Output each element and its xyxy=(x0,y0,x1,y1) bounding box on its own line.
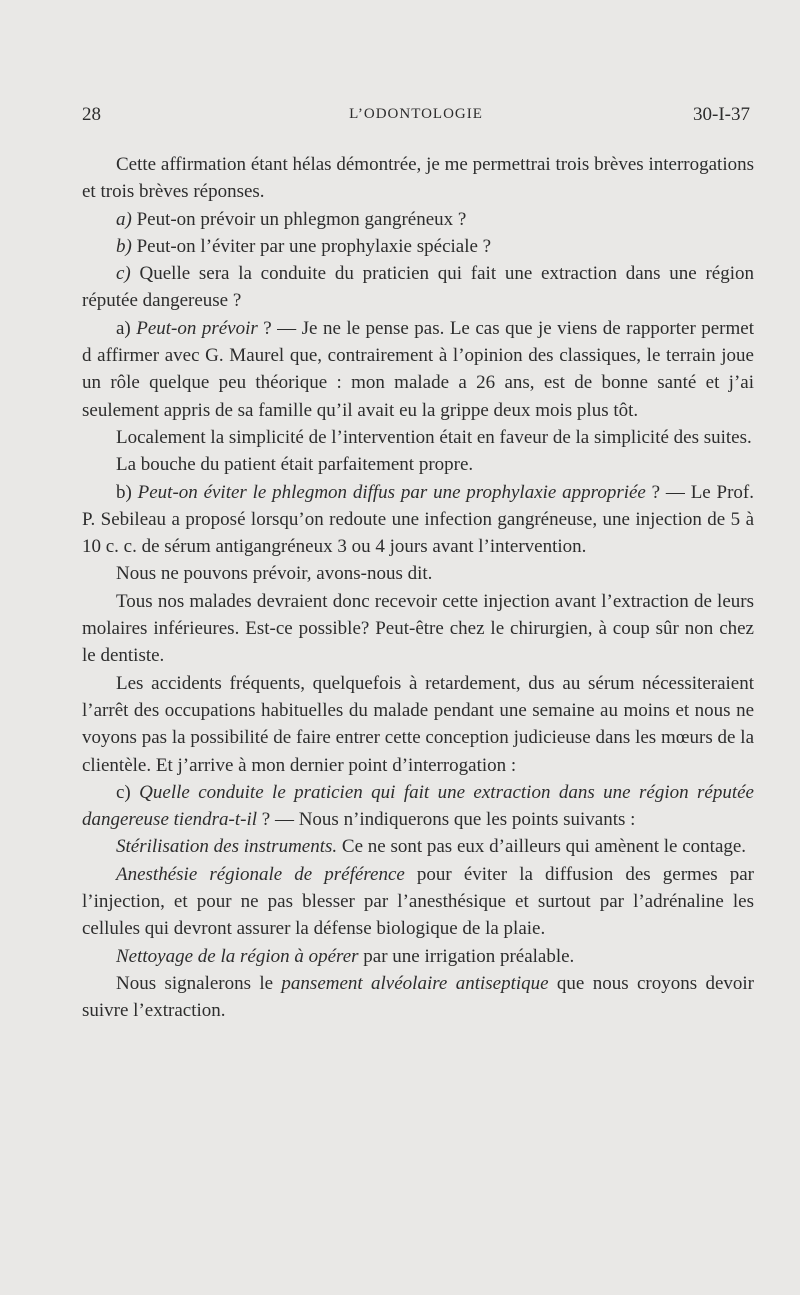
text-segment: c) xyxy=(116,781,140,803)
text-segment: que nous croyons devoir suivre l’extraction. xyxy=(82,972,754,1022)
paragraph xyxy=(82,315,754,424)
paragraph xyxy=(82,943,754,970)
text-segment: Peut-on prévoir un phlegmon gangréneux ? xyxy=(131,208,467,230)
text-segment: Les accidents fréquents, quelquefois à retardement, dus au sérum nécessiteraient l’arrêt des occupations habituelles du malade pendant une semaine au moins et nous ne voyons pas la possibilité de faire entrer cette conception judicieuse dans les mœurs de la clientèle. Et j’arrive à mon dernier point d’interrogation : xyxy=(82,672,754,776)
text-segment: Cette affirmation étant hélas démontrée, je me permettrai trois brèves interrogations et trois brèves réponses. xyxy=(82,154,754,203)
text-segment: pour éviter la diffusion des germes par l’injection, et pour ne pas blesser par l’anesthésique et surtout par l’adrénaline les cellules qui devront assurer la défense biologique de la plaie. xyxy=(82,863,755,940)
italic-text: Stérilisation des instruments. xyxy=(116,836,338,858)
text-segment: ? — Le Prof. P. Sebileau a proposé lorsqu’on redoute une infection gangréneuse, une injection de 5 à 10 c. c. de sérum antigangréneux 3 ou 4 jours avant l’intervention. xyxy=(82,481,755,558)
italic-text: Anesthésie régionale de préférence xyxy=(116,863,405,885)
paragraph xyxy=(82,970,754,1025)
italic-text: Quelle conduite le praticien qui fait une extraction dans une région réputée dangereuse tiendra-t-il xyxy=(82,781,754,831)
paragraph xyxy=(82,151,754,206)
journal-title: L’ODONTOLOGIE xyxy=(349,106,483,122)
paragraph xyxy=(82,779,754,834)
paragraph xyxy=(82,670,754,779)
italic-text: Peut-on éviter le phlegmon diffus par une prophylaxie appropriée xyxy=(137,481,646,503)
italic-text: pansement alvéolaire antiseptique xyxy=(281,972,549,994)
italic-text: a) xyxy=(116,208,132,230)
text-segment: Localement la simplicité de l’intervention était en faveur de la simplicité des suites. xyxy=(116,426,752,448)
text-segment: Peut-on l’éviter par une prophylaxie spéciale ? xyxy=(131,235,492,257)
paragraph xyxy=(82,206,754,233)
italic-text: c) xyxy=(116,263,131,285)
italic-text: Peut-on prévoir xyxy=(136,317,258,339)
article-body xyxy=(82,151,754,1025)
text-segment: b) xyxy=(116,481,138,503)
text-segment: Tous nos malades devraient donc recevoir cette injection avant l’extraction de leurs molaires inférieures. Est-ce possible? Peut-être chez le chirurgien, à coup sûr non chez le dentiste. xyxy=(82,590,754,667)
text-segment: Nous signalerons le xyxy=(116,972,282,994)
paragraph xyxy=(82,233,754,260)
text-segment: Ce ne sont pas eux d’ailleurs qui amènent le contage. xyxy=(337,836,747,858)
text-segment: La bouche du patient était parfaitement propre. xyxy=(116,454,474,476)
text-segment: Nous ne pouvons prévoir, avons-nous dit. xyxy=(116,563,433,585)
paragraph xyxy=(82,424,754,451)
page-number: 28 xyxy=(82,104,101,125)
paragraph xyxy=(82,479,754,561)
running-header xyxy=(82,104,750,132)
italic-text: b) xyxy=(116,235,132,257)
italic-text: Nettoyage de la région à opérer xyxy=(116,945,359,967)
text-segment: ? — Nous n’indiquerons que les points suivants : xyxy=(257,809,636,831)
paragraph xyxy=(82,260,754,315)
paragraph xyxy=(82,451,754,478)
text-segment: par une irrigation préalable. xyxy=(358,945,575,967)
text-segment: Quelle sera la conduite du praticien qui fait une extraction dans une région réputée dangereuse ? xyxy=(82,263,754,312)
paragraph xyxy=(82,861,754,943)
paragraph xyxy=(82,560,754,587)
issue-date: 30-I-37 xyxy=(693,104,750,125)
paragraph xyxy=(82,833,754,860)
text-segment: ? — Je ne le pense pas. Le cas que je viens de rapporter permet d affirmer avec G. Maurel que, contrairement à l’opinion des classiques, le terrain joue un rôle quelque peu théorique : mon malade a 26 ans, est de bonne santé et j’ai seulement appris de sa famille qu’il avait eu la grippe deux mois plus tôt. xyxy=(82,317,755,421)
paragraph xyxy=(82,588,754,670)
text-segment: a) xyxy=(116,317,137,339)
